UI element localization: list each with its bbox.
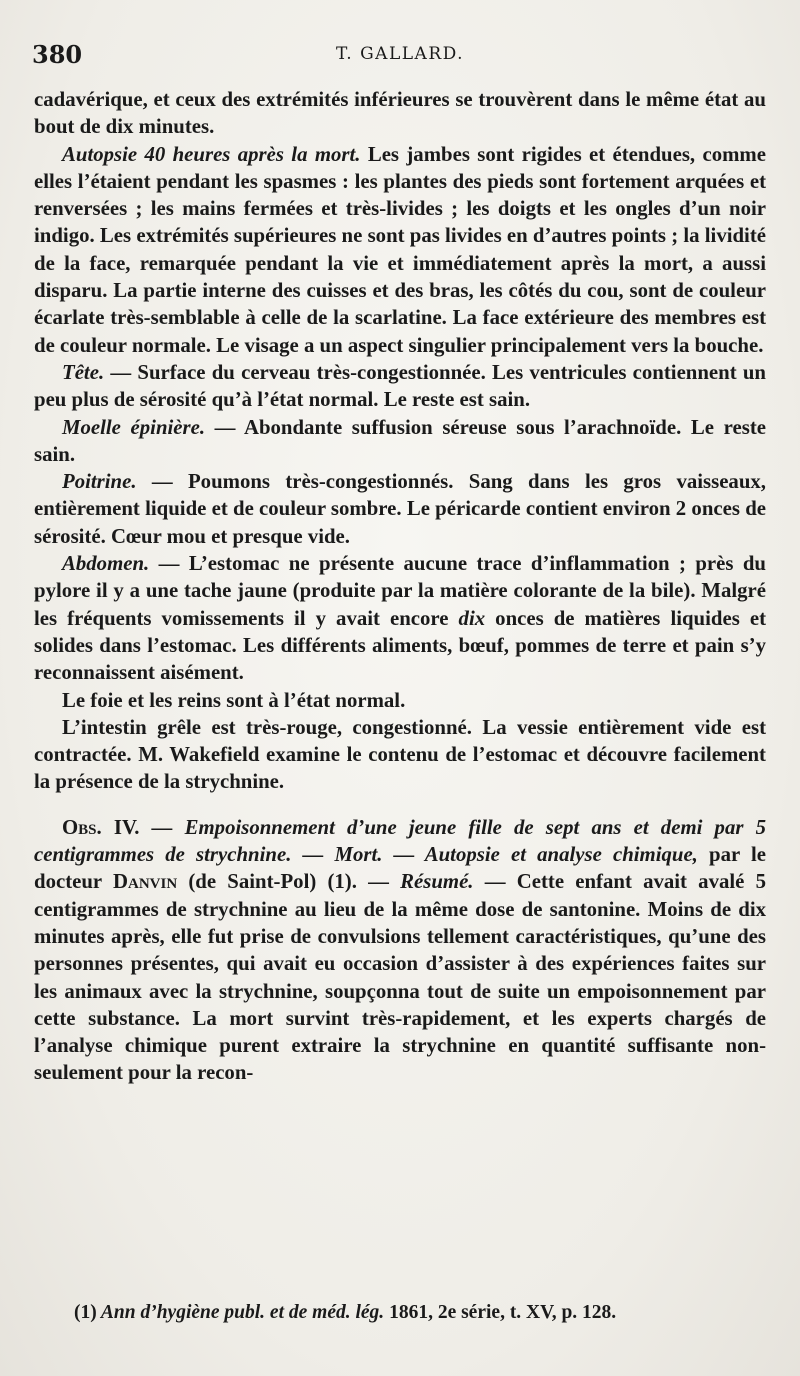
observation-resume-label: Résumé. [400, 870, 474, 894]
paragraph-text: (de Saint-Pol) (1). — [177, 870, 401, 894]
paragraph-text: Le foie et les reins sont à l’état normal. [62, 688, 406, 712]
paragraph-text: — Abondante suffusion séreuse sous l’arachnoïde. Le reste sain. [34, 415, 766, 466]
paragraph-abdomen [34, 550, 766, 686]
page-header [30, 40, 770, 70]
footnote [74, 1302, 764, 1324]
paragraph-text: — Cette enfant avait avalé 5 centigrammes de strychnine au lieu de la même dose de santonine. Moins de dix minutes après, elle fut prise de convulsions tellement caractéristiques, qu’une des personnes présentes, qui avait eu occasion d’assister à des expériences faites sur les animaux avec la strychnine, soupçonna tout de suite un empoisonnement par cette substance. La mort survint très-rapidement, et les experts chargés de l’analyse chimique purent extraire la strychnine en quantité suffisante non-seulement pour la recon- [34, 870, 766, 1085]
paragraph-poitrine [34, 468, 766, 550]
page-number: 380 [32, 40, 83, 69]
paragraph [34, 86, 766, 141]
paragraph-text: cadavérique, et ceux des extrémités inférieures se trouvèrent dans le même état au bout de dix minutes. [34, 88, 766, 139]
paragraph-moelle [34, 414, 766, 469]
paragraph-foie [34, 687, 766, 714]
body-text [34, 86, 766, 1087]
paragraph-autopsie [34, 141, 766, 359]
paragraph-lead: Tête. [62, 360, 105, 384]
paragraph-lead: Autopsie 40 heures après la mort. [62, 142, 361, 166]
paragraph-text: — Poumons très-congestionnés. Sang dans les gros vaisseaux, entièrement liquide et de couleur sombre. Le péricarde contient environ 2 onces de sérosité. Cœur mou et presque vide. [34, 470, 766, 548]
paragraph-lead: Poitrine. [62, 470, 137, 494]
paragraph-lead: Moelle épinière. [62, 415, 206, 439]
running-head: T. GALLARD. [335, 44, 465, 64]
paragraph-text: L’intestin grêle est très-rouge, congestionné. La vessie entièrement vide est contractée. M. Wakefield examine le contenu de l’estomac et découvre facilement la présence de la strychnine. [34, 715, 766, 794]
observation-author: Danvin [112, 870, 178, 894]
section-gap [34, 796, 766, 814]
paragraph-observation [34, 814, 766, 1087]
observation-label: Obs. IV. [62, 815, 140, 839]
paragraph-tete [34, 359, 766, 414]
paragraph-lead: Abdomen. [62, 552, 150, 576]
footnote-details: 1861, 2e série, t. XV, p. 128. [384, 1302, 617, 1323]
paragraph-emphasis: dix [458, 606, 486, 630]
paragraph-text: onces de matières liquides et solides dans l’estomac. Les différents aliments, bœuf, pommes de terre et pain s’y reconnaissent aisément. [34, 606, 766, 685]
paragraph-intestin [34, 714, 766, 796]
footnote-mark: (1) [74, 1302, 97, 1323]
paragraph-text: par le docteur [34, 843, 766, 894]
observation-title: — Empoisonnement d’une jeune fille de sept ans et demi par 5 centigrammes de strychnine. — Mort. — Autopsie et analyse chimique, [34, 815, 766, 867]
paragraph-text: — Surface du cerveau très-congestionnée. Les ventricules contiennent un peu plus de sérosité qu’à l’état normal. Le reste est sain. [34, 360, 766, 412]
paragraph-text: — L’estomac ne présente aucune trace d’inflammation ; près du pylore il y a une tache jaune (produite par la matière colorante de la bile). Malgré les fréquents vomissements il y avait encore [34, 552, 766, 630]
footnote-source: Ann d’hygiène publ. et de méd. lég. [96, 1302, 385, 1323]
paragraph-text: Les jambes sont rigides et étendues, comme elles l’étaient pendant les spasmes : les plantes des pieds sont fortement arquées et renversées ; les mains fermées et très-livides ; les doigts et les ongles d’un noir indigo. Les extrémités supérieures ne sont pas livides en d’autres points ; la lividité de la face, remarquée pendant la vie et immédiatement après la mort, a aussi disparu. La partie interne des cuisses et des bras, les côtés du cou, sont de couleur écarlate très-semblable à celle de la scarlatine. La face extérieure des membres est de couleur normale. Le visage a un aspect singulier principalement vers la bouche. [34, 142, 766, 357]
